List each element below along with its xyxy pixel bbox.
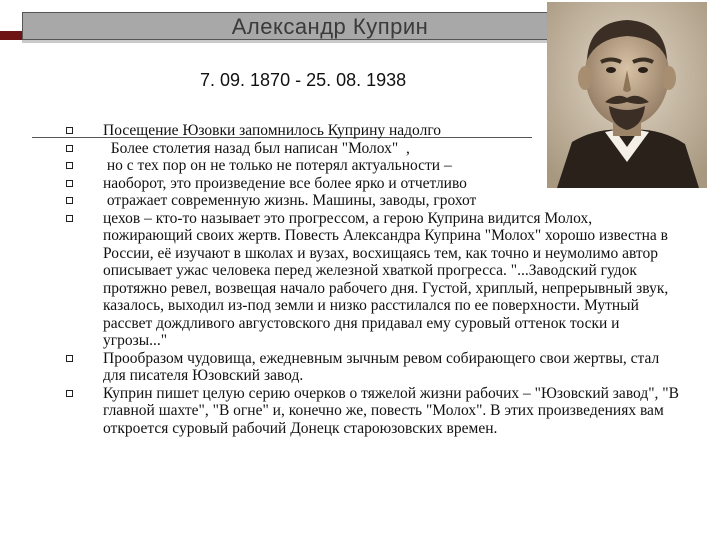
list-item: отражает современную жизнь. Машины, заводы, грохот [66, 192, 696, 210]
list-item: цехов – кто-то называет это прогрессом, а герою Куприна видится Молох, пожирающий своих жертв. Повесть Александра Куприна "Молох" хорошо известна в России, её изучают в школах и вузах, восхищаясь тем, как точно и неумолимо автор описывает ужас человека перед железной хваткой прогресса. "...Заводский гудок протяжно ревел, возвещая начало рабочего дня. Густой, хриплый, непрерывный звук, казалось, выходил из-под земли и низко расстилался по ее поверхности. Мутный рассвет дождливого августовского дня придавал ему суровый оттенок тоски и угрозы..." [66, 210, 696, 350]
square-bullet-icon [66, 215, 73, 222]
life-dates: 7. 09. 1870 - 25. 08. 1938 [200, 70, 407, 90]
slide-title: Александр Куприн [231, 14, 429, 39]
square-bullet-icon [66, 355, 73, 362]
list-item: Прообразом чудовища, ежедневным зычным ревом собирающего свои жертвы, стал для писателя Юзовский завод. [66, 350, 696, 385]
list-item: Более столетия назад был написан "Молох" , [66, 140, 696, 158]
list-item: Куприн пишет целую серию очерков о тяжелой жизни рабочих – "Юзовский завод", "В главной шахте", "В огне" и, конечно же, повесть "Молох". В этих произведениях вам откроется суровый рабочий Донецк староюзовских времен. [66, 385, 696, 438]
list-item: наоборот, это произведение все более ярко и отчетливо [66, 175, 696, 193]
header-stripe [22, 40, 582, 43]
square-bullet-icon [66, 145, 73, 152]
square-bullet-icon [66, 180, 73, 187]
list-item: Посещение Юзовки запомнилось Куприну надолго [66, 122, 696, 140]
portrait-photo [547, 2, 707, 188]
square-bullet-icon [66, 127, 73, 134]
list-item: но с тех пор он не только не потерял актуальности – [66, 157, 696, 175]
square-bullet-icon [66, 162, 73, 169]
square-bullet-icon [66, 390, 73, 397]
square-bullet-icon [66, 197, 73, 204]
